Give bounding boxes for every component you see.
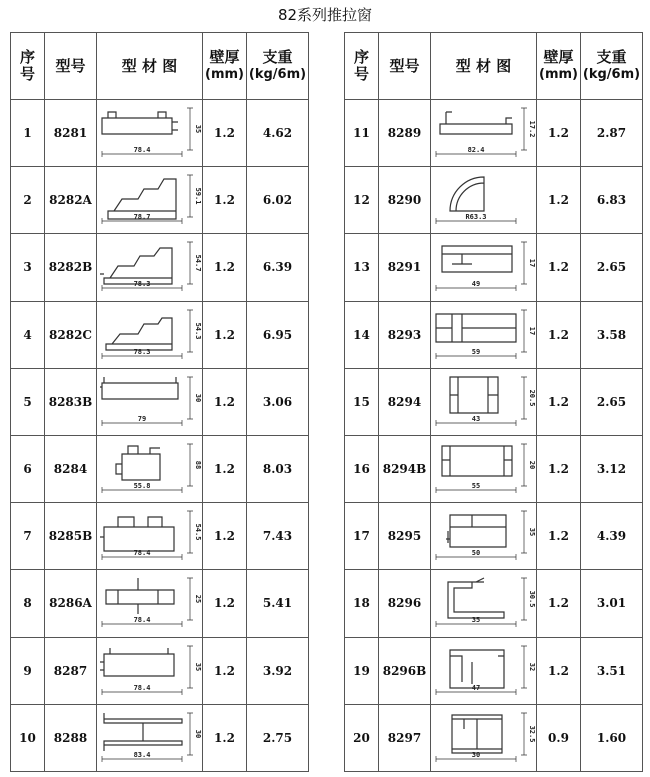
drawing-cell (97, 167, 203, 234)
dimension-line-height (521, 377, 527, 419)
spec-table-right (344, 32, 643, 772)
header-wall-unit: (mm) (539, 67, 578, 82)
profile-outline (100, 377, 178, 399)
dimension-label-height: 35 (193, 662, 202, 671)
dimension-label-width: 78.7 (133, 213, 150, 222)
header-weight-label: 支重 (596, 48, 627, 66)
profile-outline (104, 713, 182, 751)
table-row (11, 301, 309, 368)
weight-cell: 6.95 (247, 301, 309, 368)
profile-outline (116, 446, 160, 480)
profile-outline (436, 314, 516, 342)
seq-cell: 19 (345, 637, 379, 704)
table-row (345, 234, 643, 301)
model-cell: 8282B (45, 234, 97, 301)
drawing-cell (431, 570, 537, 637)
header-weight-unit: (kg/6m) (582, 67, 641, 82)
model-cell: 8294 (379, 368, 431, 435)
weight-cell: 8.03 (247, 435, 309, 502)
model-cell: 8294B (379, 435, 431, 502)
profile-drawing (432, 574, 536, 632)
drawing-cell (97, 570, 203, 637)
page-title: 82系列推拉窗 (277, 6, 373, 24)
profile-8284 (102, 444, 202, 493)
table-row (11, 704, 309, 771)
seq-cell: 4 (11, 301, 45, 368)
dimension-label-height: 88 (193, 460, 202, 470)
dimension-label-height: 30 (193, 729, 202, 738)
table-row (11, 234, 309, 301)
drawing-cell (431, 301, 537, 368)
wall-cell: 1.2 (203, 167, 247, 234)
seq-cell: 20 (345, 704, 379, 771)
header-weight (581, 33, 643, 100)
wall-cell: 1.2 (203, 704, 247, 771)
dimension-label-width: 78.4 (133, 146, 150, 155)
table-row (345, 503, 643, 570)
model-cell: 8290 (379, 167, 431, 234)
profile-drawing (98, 440, 202, 498)
dimension-line-height (521, 511, 527, 553)
table-row (345, 100, 643, 167)
model-cell: 8285B (45, 503, 97, 570)
dimension-line-height (187, 108, 193, 150)
weight-cell: 5.41 (247, 570, 309, 637)
dimension-label-height: 35 (527, 528, 536, 537)
seq-cell: 14 (345, 301, 379, 368)
dimension-label-height: 32.5 (527, 725, 536, 743)
profile-drawing (98, 306, 202, 364)
profile-drawing (98, 709, 202, 767)
profile-8282A (102, 175, 202, 224)
wall-cell: 1.2 (537, 435, 581, 502)
model-cell: 8295 (379, 503, 431, 570)
dimension-label-width: 78.4 (133, 683, 150, 692)
wall-cell: 1.2 (203, 100, 247, 167)
header-model: 型号 (45, 33, 97, 100)
seq-cell: 13 (345, 234, 379, 301)
dimension-label-height: 30.5 (527, 590, 536, 608)
weight-cell: 3.12 (581, 435, 643, 502)
wall-cell: 1.2 (203, 503, 247, 570)
dimension-label-width: 59 (471, 347, 480, 356)
profile-8297 (436, 713, 536, 762)
header-row (11, 33, 309, 100)
wall-cell: 1.2 (203, 637, 247, 704)
weight-cell: 6.02 (247, 167, 309, 234)
model-cell: 8296B (379, 637, 431, 704)
dimension-label-width: R63.3 (464, 213, 487, 222)
weight-cell: 3.06 (247, 368, 309, 435)
dimension-line-height (521, 713, 527, 755)
dimension-label-height: 17 (527, 326, 536, 335)
profile-outline (442, 446, 512, 476)
profile-8289 (436, 108, 536, 157)
seq-cell: 6 (11, 435, 45, 502)
dimension-label-height: 54.3 (193, 322, 202, 340)
dimension-label-width: 55.8 (133, 482, 150, 491)
header-seq (345, 33, 379, 100)
wall-cell: 1.2 (537, 503, 581, 570)
header-seq (11, 33, 45, 100)
dimension-label-width: 82.4 (467, 146, 484, 155)
dimension-label-width: 79 (137, 414, 146, 423)
wall-cell: 1.2 (203, 234, 247, 301)
model-cell: 8282C (45, 301, 97, 368)
seq-cell: 12 (345, 167, 379, 234)
dimension-line-height (521, 646, 527, 688)
drawing-cell (431, 435, 537, 502)
dimension-line-height (521, 310, 527, 352)
drawing-cell (431, 100, 537, 167)
model-cell: 8296 (379, 570, 431, 637)
profile-drawing (98, 507, 202, 565)
profile-8295 (436, 511, 536, 560)
wall-cell: 1.2 (203, 570, 247, 637)
spec-table-left (10, 32, 309, 772)
header-wall (537, 33, 581, 100)
profile-outline (446, 515, 506, 547)
dimension-label-width: 47 (471, 683, 480, 692)
profile-outline (100, 517, 174, 551)
dimension-label-height: 30 (193, 393, 202, 403)
model-cell: 8288 (45, 704, 97, 771)
seq-cell: 18 (345, 570, 379, 637)
profile-8282B (100, 242, 202, 291)
dimension-label-width: 55 (471, 482, 480, 491)
dimension-label-width: 50 (471, 549, 480, 558)
table-row (345, 704, 643, 771)
seq-cell: 3 (11, 234, 45, 301)
drawing-cell (431, 503, 537, 570)
profile-drawing (98, 104, 202, 162)
profile-drawing (98, 238, 202, 296)
seq-cell: 11 (345, 100, 379, 167)
table-row (345, 301, 643, 368)
weight-cell: 1.60 (581, 704, 643, 771)
table-row (11, 637, 309, 704)
profile-outline (100, 648, 174, 676)
header-weight-label: 支重 (262, 48, 293, 66)
dimension-label-width: 49 (471, 280, 480, 289)
dimension-line-height (187, 310, 193, 352)
drawing-cell (431, 637, 537, 704)
profile-drawing (432, 104, 536, 162)
profile-outline (106, 318, 172, 350)
weight-cell: 2.87 (581, 100, 643, 167)
profile-8290 (436, 177, 516, 224)
model-cell: 8281 (45, 100, 97, 167)
dimension-line-height (187, 578, 193, 620)
profile-outline (102, 112, 178, 134)
dimension-line-height (187, 713, 193, 755)
seq-cell: 16 (345, 435, 379, 502)
weight-cell: 2.75 (247, 704, 309, 771)
weight-cell: 7.43 (247, 503, 309, 570)
dimension-label-height: 17 (527, 259, 536, 268)
header-seq-text: 序号 (353, 48, 369, 83)
wall-cell: 1.2 (537, 368, 581, 435)
wall-cell: 1.2 (537, 637, 581, 704)
profile-outline (450, 650, 504, 688)
dimension-line-height (521, 578, 527, 620)
dimension-label-height: 25 (193, 595, 202, 604)
model-cell: 8289 (379, 100, 431, 167)
header-wall (203, 33, 247, 100)
table-row (11, 167, 309, 234)
header-wall-unit: (mm) (205, 67, 244, 82)
wall-cell: 1.2 (203, 435, 247, 502)
dimension-line-height (187, 444, 193, 486)
profile-drawing (98, 574, 202, 632)
wall-cell: 1.2 (537, 234, 581, 301)
profile-8294B (436, 444, 536, 493)
profile-outline (450, 177, 484, 211)
profile-drawing (432, 507, 536, 565)
table-row (345, 167, 643, 234)
profile-drawing (98, 171, 202, 229)
profile-outline (440, 112, 512, 134)
dimension-line-height (187, 377, 193, 419)
profile-drawing (432, 440, 536, 498)
profile-outline (106, 578, 174, 614)
profile-8283B (100, 377, 202, 426)
drawing-cell (97, 234, 203, 301)
drawing-cell (97, 301, 203, 368)
wall-cell: 1.2 (203, 301, 247, 368)
header-drawing: 型 材 图 (97, 33, 203, 100)
header-seq-text: 序号 (19, 48, 35, 83)
model-cell: 8282A (45, 167, 97, 234)
seq-cell: 2 (11, 167, 45, 234)
profile-drawing (432, 171, 536, 229)
model-cell: 8291 (379, 234, 431, 301)
weight-cell: 3.51 (581, 637, 643, 704)
profile-8285B (100, 511, 202, 560)
dimension-line-height (187, 511, 193, 553)
drawing-cell (97, 100, 203, 167)
weight-cell: 3.58 (581, 301, 643, 368)
seq-cell: 7 (11, 503, 45, 570)
seq-cell: 9 (11, 637, 45, 704)
profile-8293 (436, 310, 536, 359)
header-model: 型号 (379, 33, 431, 100)
wall-cell: 1.2 (537, 167, 581, 234)
header-weight-unit: (kg/6m) (248, 67, 307, 82)
seq-cell: 10 (11, 704, 45, 771)
header-weight (247, 33, 309, 100)
weight-cell: 2.65 (581, 368, 643, 435)
table-row (11, 570, 309, 637)
dimension-line-height (521, 444, 527, 486)
profile-8282C (102, 310, 202, 359)
header-wall-label: 壁厚 (209, 48, 240, 66)
model-cell: 8286A (45, 570, 97, 637)
wall-cell: 1.2 (537, 301, 581, 368)
dimension-label-height: 17.2 (527, 120, 536, 138)
drawing-cell (97, 368, 203, 435)
header-drawing: 型 材 图 (431, 33, 537, 100)
profile-drawing (98, 373, 202, 431)
table-row (11, 368, 309, 435)
weight-cell: 6.83 (581, 167, 643, 234)
profile-8294 (436, 377, 536, 426)
table-row (11, 435, 309, 502)
dimension-line-height (187, 175, 193, 217)
profile-drawing (432, 642, 536, 700)
model-cell: 8293 (379, 301, 431, 368)
drawing-cell (431, 167, 537, 234)
model-cell: 8284 (45, 435, 97, 502)
drawing-cell (431, 234, 537, 301)
dimension-label-height: 54.5 (193, 523, 202, 541)
drawing-cell (97, 637, 203, 704)
header-wall-label: 壁厚 (543, 48, 574, 66)
profile-8287 (100, 646, 202, 695)
dimension-label-width: 35 (471, 616, 480, 625)
profile-8281 (102, 108, 202, 157)
profile-outline (100, 248, 172, 284)
profile-outline (448, 578, 504, 618)
dimension-label-width: 78.4 (133, 549, 150, 558)
seq-cell: 8 (11, 570, 45, 637)
dimension-line-height (521, 242, 527, 284)
model-cell: 8297 (379, 704, 431, 771)
weight-cell: 3.92 (247, 637, 309, 704)
dimension-label-width: 83.4 (133, 750, 150, 759)
table-row (345, 435, 643, 502)
dimension-label-width: 78.3 (133, 280, 150, 289)
dimension-label-height: 54.7 (193, 255, 202, 272)
profile-outline (450, 377, 498, 413)
profile-outline (452, 715, 502, 753)
dimension-label-height: 20 (527, 460, 536, 470)
dimension-label-width: 30 (471, 750, 480, 759)
wall-cell: 1.2 (537, 570, 581, 637)
profile-8291 (436, 242, 536, 291)
header-row (345, 33, 643, 100)
dimension-label-width: 43 (471, 414, 480, 423)
weight-cell: 6.39 (247, 234, 309, 301)
drawing-cell (97, 435, 203, 502)
dimension-label-height: 20.5 (527, 389, 536, 407)
profile-drawing (432, 373, 536, 431)
profile-8296B (436, 646, 536, 695)
drawing-cell (431, 368, 537, 435)
dimension-line-height (521, 108, 527, 150)
table-row (345, 570, 643, 637)
model-cell: 8283B (45, 368, 97, 435)
drawing-cell (97, 704, 203, 771)
profile-drawing (98, 642, 202, 700)
model-cell: 8287 (45, 637, 97, 704)
seq-cell: 1 (11, 100, 45, 167)
dimension-label-height: 35 (193, 124, 202, 134)
profile-8296 (436, 578, 536, 627)
weight-cell: 4.62 (247, 100, 309, 167)
dimension-label-height: 59.1 (193, 187, 202, 205)
table-row (345, 637, 643, 704)
seq-cell: 15 (345, 368, 379, 435)
profile-drawing (432, 709, 536, 767)
dimension-label-height: 32 (527, 662, 536, 671)
dimension-label-width: 78.3 (133, 347, 150, 356)
drawing-cell (431, 704, 537, 771)
seq-cell: 17 (345, 503, 379, 570)
weight-cell: 2.65 (581, 234, 643, 301)
profile-8288 (102, 713, 202, 762)
wall-cell: 1.2 (203, 368, 247, 435)
profile-8286A (102, 578, 202, 627)
weight-cell: 3.01 (581, 570, 643, 637)
wall-cell: 1.2 (537, 100, 581, 167)
profile-drawing (432, 238, 536, 296)
profile-outline (442, 246, 512, 272)
drawing-cell (97, 503, 203, 570)
table-row (11, 503, 309, 570)
profile-drawing (432, 306, 536, 364)
dimension-line-height (187, 242, 193, 284)
dimension-label-width: 78.4 (133, 616, 150, 625)
dimension-line-height (187, 646, 193, 688)
weight-cell: 4.39 (581, 503, 643, 570)
seq-cell: 5 (11, 368, 45, 435)
table-row (345, 368, 643, 435)
wall-cell: 0.9 (537, 704, 581, 771)
table-row (11, 100, 309, 167)
